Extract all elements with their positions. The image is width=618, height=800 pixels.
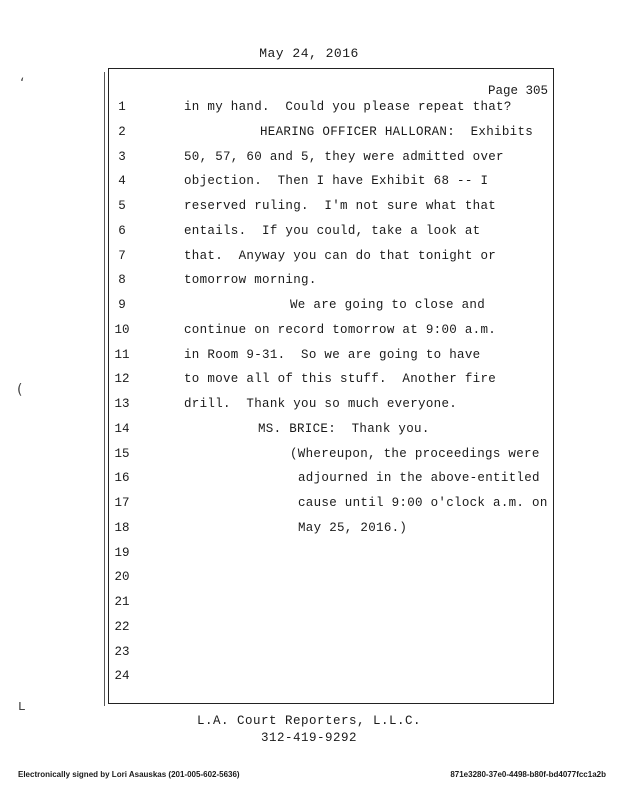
line-number: 21 xyxy=(114,595,130,609)
transcript-line xyxy=(0,298,618,322)
line-text: adjourned in the above-entitled xyxy=(298,471,540,486)
line-number: 11 xyxy=(114,347,130,362)
transcript-line xyxy=(0,323,618,347)
line-number: 24 xyxy=(114,669,130,684)
transcript-date: May 24, 2016 xyxy=(259,46,359,61)
transcript-line xyxy=(0,372,618,396)
line-text: in Room 9-31. So we are going to have xyxy=(184,347,481,362)
line-text: cause until 9:00 o'clock a.m. on xyxy=(298,496,548,510)
reporter-company: L.A. Court Reporters, L.L.C. xyxy=(196,714,422,728)
transcript-line xyxy=(0,669,618,693)
line-number: 6 xyxy=(118,223,126,238)
transcript-line xyxy=(0,496,618,520)
scan-mark-icon: ( xyxy=(17,382,23,398)
line-text: that. Anyway you can do that tonight or xyxy=(184,248,497,263)
transcript-line xyxy=(0,620,618,644)
transcript-line xyxy=(0,521,618,545)
line-number: 20 xyxy=(114,570,130,585)
transcript-line xyxy=(0,150,618,174)
line-number: 16 xyxy=(114,471,130,486)
line-text: May 25, 2016.) xyxy=(298,520,408,535)
line-text: to move all of this stuff. Another fire xyxy=(184,372,497,387)
line-number: 4 xyxy=(118,174,126,189)
transcript-line xyxy=(0,125,618,149)
transcript-line xyxy=(0,422,618,446)
transcript-line xyxy=(0,471,618,495)
line-number: 10 xyxy=(114,322,130,337)
transcript-line xyxy=(0,199,618,223)
line-number: 15 xyxy=(114,446,130,461)
line-number: 9 xyxy=(118,298,126,312)
line-number: 8 xyxy=(118,273,126,288)
line-number: 19 xyxy=(114,545,130,560)
transcript-line xyxy=(0,174,618,198)
transcript-line xyxy=(0,645,618,669)
page-number: Page 305 xyxy=(487,84,548,98)
line-number: 18 xyxy=(114,520,130,535)
line-text: We are going to close and xyxy=(290,298,486,312)
line-text: reserved ruling. I'm not sure what that xyxy=(184,199,497,213)
line-number: 7 xyxy=(118,248,126,263)
line-text: HEARING OFFICER HALLORAN: Exhibits xyxy=(260,124,534,139)
line-text: 50, 57, 60 and 5, they were admitted over xyxy=(184,149,504,164)
transcript-line xyxy=(0,447,618,471)
line-number: 13 xyxy=(114,397,130,411)
line-number: 17 xyxy=(114,496,130,510)
line-number: 22 xyxy=(114,619,130,634)
transcript-line xyxy=(0,546,618,570)
line-text: MS. BRICE: Thank you. xyxy=(258,421,430,436)
line-text: tomorrow morning. xyxy=(184,273,317,288)
transcript-line xyxy=(0,570,618,594)
line-number: 12 xyxy=(114,372,130,387)
line-number: 3 xyxy=(118,149,126,164)
reporter-phone: 312-419-9292 xyxy=(260,731,357,745)
line-number: 14 xyxy=(114,421,130,436)
document-hash: 871e3280-37e0-4498-b80f-bd4077fcc1a2b xyxy=(450,770,606,779)
electronic-signature: Electronically signed by Lori Asauskas (201-005-602-5636) xyxy=(18,770,240,779)
transcript-line xyxy=(0,100,618,124)
line-text: (Whereupon, the proceedings were xyxy=(290,446,540,461)
scan-mark-icon: ʟ xyxy=(18,698,26,714)
line-text: objection. Then I have Exhibit 68 -- I xyxy=(184,174,489,189)
line-number: 5 xyxy=(118,199,126,213)
line-text: entails. If you could, take a look at xyxy=(184,223,481,238)
line-number: 1 xyxy=(118,100,126,114)
transcript-line xyxy=(0,273,618,297)
scan-mark-icon: ‘ xyxy=(20,76,25,92)
line-text: in my hand. Could you please repeat that? xyxy=(184,100,512,114)
line-number: 23 xyxy=(114,644,130,659)
line-text: continue on record tomorrow at 9:00 a.m. xyxy=(184,322,497,337)
transcript-line xyxy=(0,249,618,273)
transcript-line xyxy=(0,348,618,372)
line-text: drill. Thank you so much everyone. xyxy=(184,397,458,411)
line-number: 2 xyxy=(118,124,126,139)
transcript-line xyxy=(0,397,618,421)
transcript-line xyxy=(0,595,618,619)
transcript-line xyxy=(0,224,618,248)
